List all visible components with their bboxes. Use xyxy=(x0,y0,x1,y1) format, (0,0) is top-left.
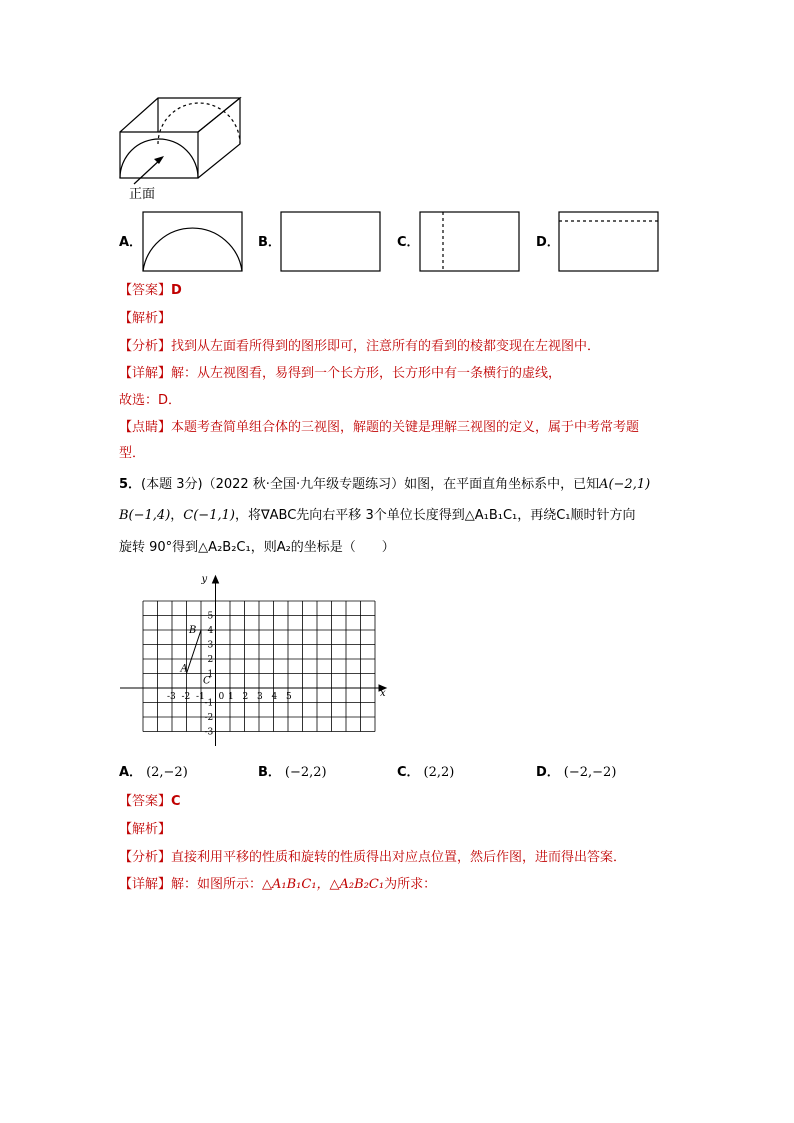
y-tick-label: 1 xyxy=(207,669,214,680)
option-d-letter: D． xyxy=(536,235,560,250)
q5-option-a-value: (2,−2) xyxy=(146,765,188,780)
q4-xiangjie-line xyxy=(119,365,561,383)
x-tick-label: 0 xyxy=(218,692,225,702)
y-tick-label: 3 xyxy=(207,640,214,651)
q5-number: 5． xyxy=(119,477,142,492)
option-b-figure xyxy=(280,211,382,273)
q5-line1 xyxy=(119,476,650,494)
q5-option-a-letter: A． xyxy=(119,765,143,780)
coordinate-grid xyxy=(118,570,393,750)
x-tick-label: -2 xyxy=(181,692,191,702)
q5-line2-text: ，将∇ABC先向右平移 3个单位长度得到△A₁B₁C₁，再绕C₁顺时针方向 xyxy=(234,508,636,523)
fenxi-tag: 【分析】 xyxy=(119,339,172,354)
q5-jiexi: 【解析】 xyxy=(119,822,172,837)
q5-option-b xyxy=(258,764,327,782)
x-tick-label: 2 xyxy=(242,692,249,702)
option-a-letter: A． xyxy=(119,235,143,250)
x-tick-label: 4 xyxy=(271,692,278,702)
q5-fenxi-text: 直接利用平移的性质和旋转的性质得出对应点位置，然后作图，进而得出答案． xyxy=(171,850,627,865)
y-tick-label: -1 xyxy=(204,698,214,709)
option-d-figure xyxy=(558,211,660,273)
q5-answer-tag: 【答案】 xyxy=(119,794,172,809)
q4-answer-line xyxy=(119,282,182,300)
dianjing-text: 本题考查简单组合体的三视图，解题的关键是理解三视图的定义，属于中考常考题 xyxy=(171,420,640,435)
x-tick-label: 1 xyxy=(228,692,234,702)
option-c-letter: C． xyxy=(397,235,420,250)
point-label-b: B xyxy=(189,625,197,636)
front-view-label: 正面 xyxy=(129,187,156,202)
x-tick-label: -3 xyxy=(167,692,176,702)
x-tick-label: -1 xyxy=(196,692,205,702)
q4-fenxi-line xyxy=(119,338,600,356)
q5-point-a: A(−2,1) xyxy=(599,477,651,492)
x-tick-label: 5 xyxy=(286,692,292,702)
x-axis-label: x xyxy=(380,688,386,699)
xiangjie-tag: 【详解】 xyxy=(119,366,172,381)
fenxi-text: 找到从左面看所得到的图形即可，注意所有的看到的棱都变现在左视图中． xyxy=(171,339,601,354)
dianjing-tag: 【点睛】 xyxy=(119,420,172,435)
q5-option-d-value: (−2,−2) xyxy=(563,765,617,780)
q5-fenxi-tag: 【分析】 xyxy=(119,850,172,865)
q5-line2: B(−1,4)，C(−1,1)，将∇ABC先向右平移 3个单位长度得到△A₁B₁C₁，再绕C₁顺时针方向 xyxy=(119,508,636,523)
q5-fenxi-line xyxy=(119,849,626,867)
option-a-figure xyxy=(142,211,244,273)
q5-xiangjie-line xyxy=(119,876,436,894)
y-tick-label: 4 xyxy=(207,626,214,636)
q5-xiangjie-tag: 【详解】 xyxy=(119,877,172,892)
q4-guxuan: 故选：D． xyxy=(119,393,182,408)
y-tick-label: -3 xyxy=(204,727,214,738)
q5-option-b-value: (−2,2) xyxy=(284,765,327,780)
triangle-abc xyxy=(187,630,202,674)
answer-value: D xyxy=(171,283,182,298)
point-label-a: A xyxy=(180,663,188,675)
q5-option-a xyxy=(119,764,188,782)
q5-option-d-letter: D． xyxy=(536,765,560,780)
q5-meta: (本题 3分)（2022 秋·全国·九年级专题练习）如图，在平面直角坐标系中，已知 xyxy=(141,477,600,492)
xiangjie-text: 解：从左视图看，易得到一个长方形，长方形中有一条横行的虚线， xyxy=(171,366,562,381)
answer-tag: 【答案】 xyxy=(119,283,172,298)
q5-line3: 旋转 90°得到△A₂B₂C₁，则A₂的坐标是（ ） xyxy=(119,540,395,555)
q4-dianjing-line xyxy=(119,419,639,437)
q5-point-b: B(−1,4) xyxy=(119,508,171,523)
y-axis-label: y xyxy=(201,574,208,585)
q5-point-c: C(−1,1) xyxy=(183,508,235,523)
q5-option-c-letter: C． xyxy=(397,765,420,780)
q5-option-b-letter: B． xyxy=(258,765,281,780)
y-tick-label: 2 xyxy=(207,655,214,665)
option-b-letter: B． xyxy=(258,235,281,250)
q5-xiangjie-pre: 解：如图所示： xyxy=(171,877,263,892)
option-c-figure xyxy=(419,211,521,273)
q4-dianjing-cont: 型． xyxy=(119,446,146,461)
y-tick-label: -2 xyxy=(204,713,214,723)
q5-xiangjie-post: 为所求： xyxy=(384,877,437,892)
x-tick-label: 3 xyxy=(257,692,263,702)
q5-xiangjie-tri: △A₁B₁C₁，△A₂B₂C₁ xyxy=(262,877,385,892)
point-label-c: C xyxy=(203,675,211,687)
q5-option-d xyxy=(536,764,616,782)
y-tick-label: 5 xyxy=(207,611,214,622)
q5-answer-value: C xyxy=(171,794,181,809)
q5-answer-line xyxy=(119,793,181,811)
q5-option-c xyxy=(397,764,454,782)
y-axis-arrow xyxy=(213,576,219,583)
q4-jiexi: 【解析】 xyxy=(119,311,172,326)
q5-option-c-value: (2,2) xyxy=(423,765,455,780)
